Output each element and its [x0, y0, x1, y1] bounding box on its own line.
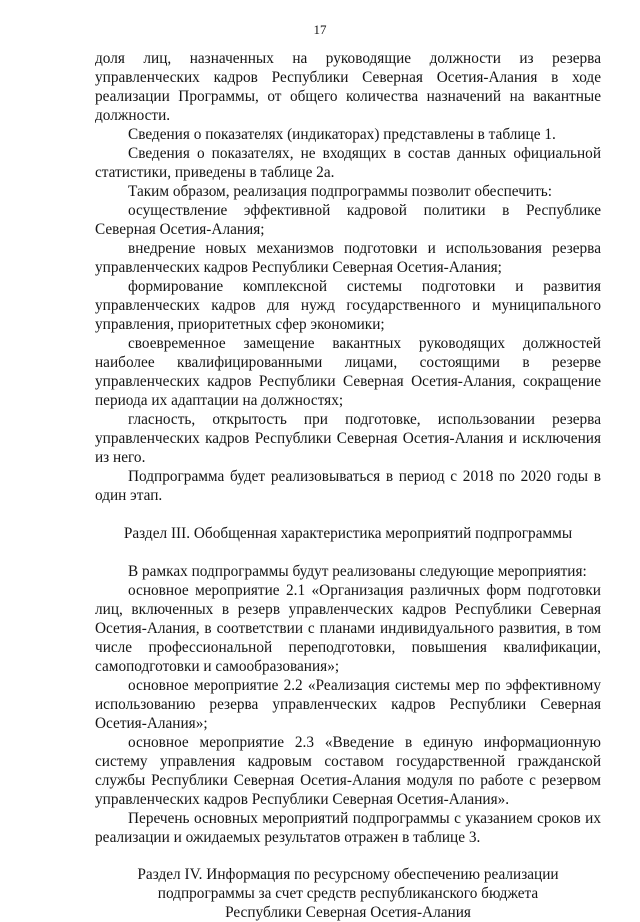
- paragraph: Сведения о показателях, не входящих в состав данных официальной статистики, приведены в таблице 2а.: [95, 145, 601, 181]
- list-item-paragraph: гласность, открытость при подготовке, использовании резерва управленческих кадров Республики Северная Осетия-Алания и исключения из него.: [95, 411, 601, 466]
- paragraph: В рамках подпрограммы будут реализованы следующие мероприятия:: [128, 563, 587, 580]
- list-item-paragraph: основное мероприятие 2.1 «Организация различных форм подготовки лиц, включенных в резерв управленческих кадров Республики Северная Осетия-Алания, в соответствии с планами индивидуального развития, в том числе профессиональной переподготовки, повышения квалификации, самоподготовки и самообразования»;: [95, 582, 601, 675]
- paragraph: Подпрограмма будет реализовываться в период с 2018 по 2020 годы в один этап.: [95, 468, 601, 504]
- paragraph: Таким образом, реализация подпрограммы позволит обеспечить:: [128, 183, 552, 200]
- section-3-heading: Раздел III. Обобщенная характеристика мероприятий подпрограммы: [123, 525, 573, 542]
- list-item-paragraph: внедрение новых механизмов подготовки и использования резерва управленческих кадров Республики Северная Осетия-Алания;: [95, 240, 601, 276]
- section-4-heading-line: подпрограммы за счет средств республиканского бюджета: [157, 885, 539, 902]
- paragraph: Перечень основных мероприятий подпрограммы с указанием сроков их реализации и ожидаемых результатов отражен в таблице 3.: [95, 810, 601, 846]
- list-item-paragraph: формирование комплексной системы подготовки и развития управленческих кадров для нужд государственного и муниципального управления, приоритетных сфер экономики;: [95, 278, 601, 333]
- page-number: 17: [313, 22, 327, 37]
- list-item-paragraph: своевременное замещение вакантных руководящих должностей наиболее квалифицированными лицами, состоящими в резерве управленческих кадров Республики Северная Осетия-Алания, сокращение периода их адаптации на должностях;: [95, 335, 601, 409]
- section-4-heading-line: Республики Северная Осетия-Алания: [225, 904, 471, 921]
- paragraph: Сведения о показателях (индикаторах) представлены в таблице 1.: [128, 126, 556, 143]
- list-item-paragraph: осуществление эффективной кадровой политики в Республике Северная Осетия-Алания;: [95, 202, 601, 238]
- paragraph-continuation: доля лиц, назначенных на руководящие должности из резерва управленческих кадров Республики Северная Осетия-Алания в ходе реализации Программы, от общего количества назначений на вакантные должности.: [95, 50, 601, 124]
- document-body: [95, 49, 601, 922]
- section-4-heading-line: Раздел IV. Информация по ресурсному обеспечению реализации: [137, 866, 559, 883]
- list-item-paragraph: основное мероприятие 2.3 «Введение в единую информационную систему управления кадровым составом государственной гражданской службы Республики Северная Осетия-Алания модуля по работе с резервом управленческих кадров Республики Северная Осетия-Алания».: [95, 734, 601, 808]
- section-4-heading: [95, 865, 601, 922]
- list-item-paragraph: основное мероприятие 2.2 «Реализация системы мер по эффективному использованию резерва управленческих кадров Республики Северная Осетия-Алания»;: [95, 677, 601, 732]
